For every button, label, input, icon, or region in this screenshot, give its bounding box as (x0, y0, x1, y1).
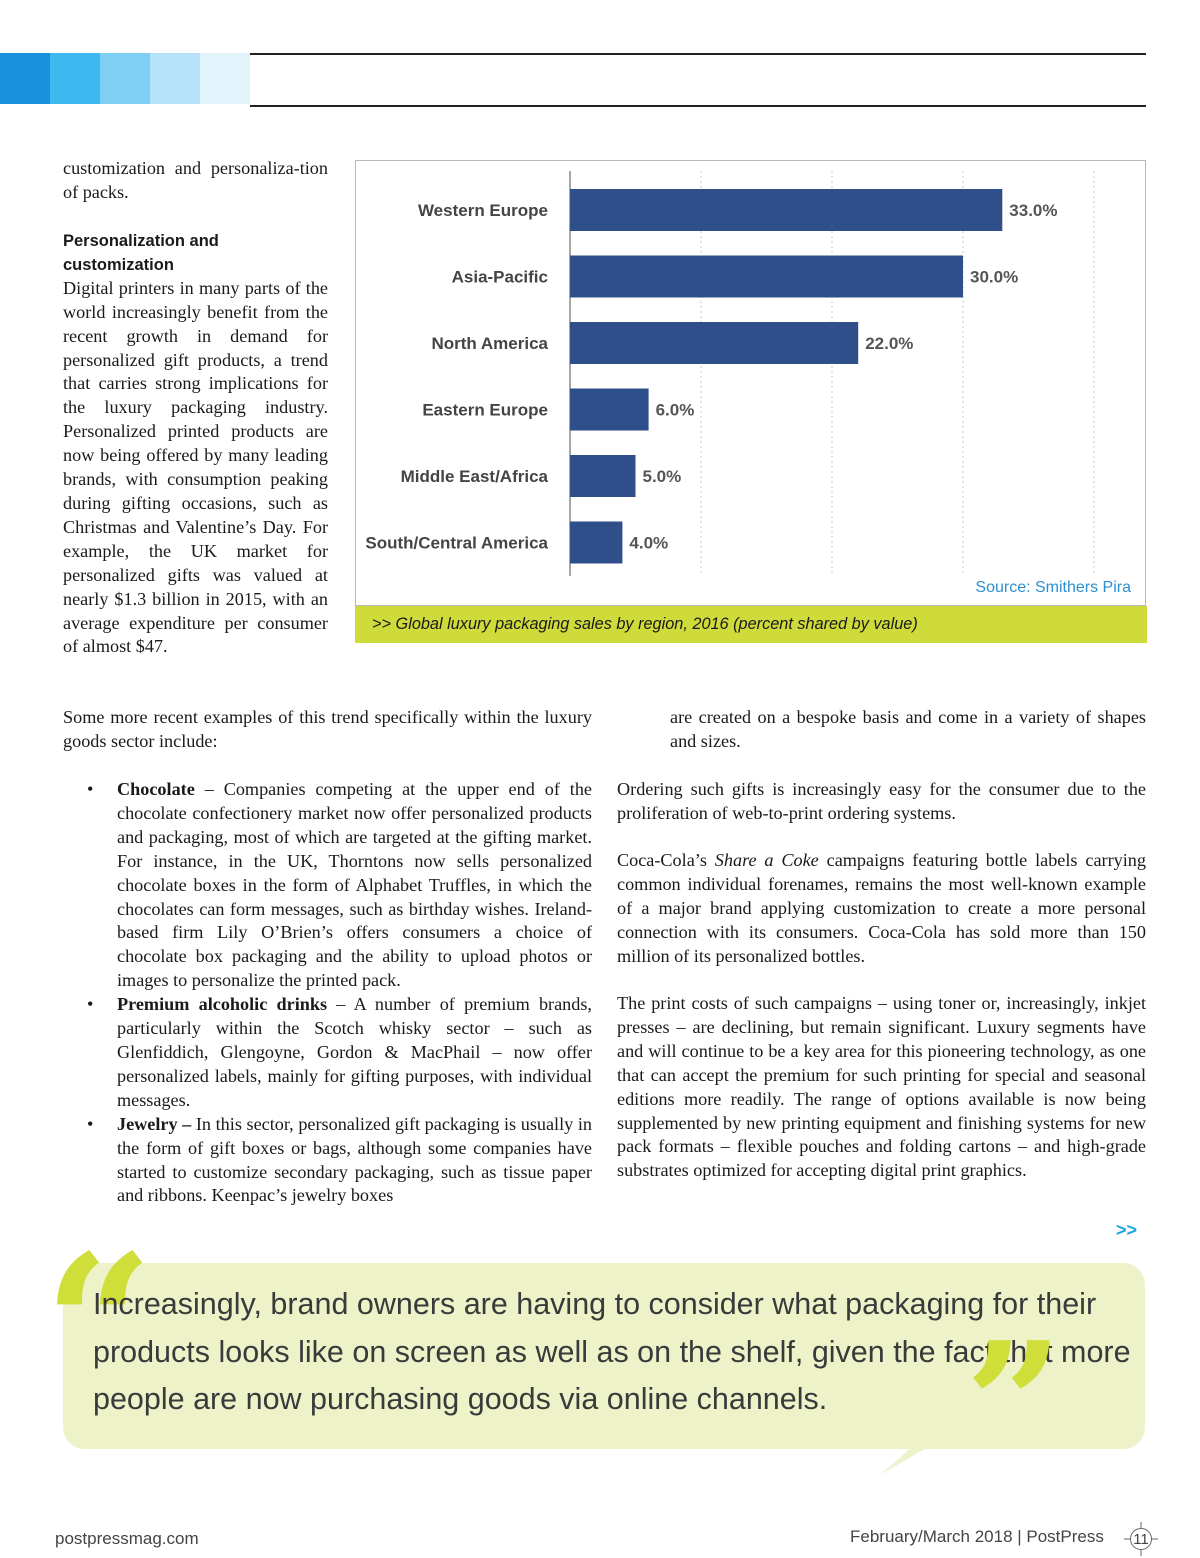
value-label-5: 4.0% (629, 533, 669, 553)
right-paragraph-1: Ordering such gifts is increasingly easy for the consumer due to the proliferation of web-to-print ordering systems. (617, 779, 1146, 823)
value-label-1: 30.0% (970, 267, 1019, 287)
list-item (63, 778, 592, 993)
bullet-icon: • (87, 994, 94, 1015)
pull-quote-tail (880, 1440, 940, 1480)
chart-source: Source: Smithers Pira (975, 579, 1131, 596)
list-item-text: – Companies competing at the upper end of the chocolate confectionery market now offer personalized products and packaging, most of which are targeted at the gifting market. For instance, in the UK, Thorntons now sells personalized chocolate boxes in the form of Alphabet Truffles, in which the chocolates can form messages, such as birthday wishes. Ireland-based firm Lily O’Brien’s offers consumers a choice of chocolate box packaging and the ability to upload photos or images to personalize the printed pack. (117, 779, 592, 991)
right-paragraph-2 (617, 849, 1146, 969)
header-band-block-4 (150, 53, 200, 104)
header-band-block-2 (50, 53, 100, 104)
value-label-2: 22.0% (865, 334, 914, 353)
bar-2 (570, 322, 858, 364)
category-label-4: Middle East/Africa (400, 467, 548, 486)
page-number-badge (1124, 1522, 1158, 1556)
section-subhead: Personalization and customization (63, 231, 219, 274)
category-label-5: South/Central America (365, 533, 548, 553)
value-label-3: 6.0% (655, 400, 695, 420)
list-item-title: Premium alcoholic drinks (117, 994, 328, 1015)
p2-pre: Coca-Cola’s (617, 850, 715, 870)
list-item-text: In this sector, personalized gift packaging is usually in the form of gift boxes or bags, although some companies have started to customize secondary packaging, such as tissue paper and ribbons. Keenpac’s jewelry boxes (117, 1113, 593, 1206)
bar-4 (570, 455, 636, 497)
list-item (63, 1113, 592, 1209)
header-rule (250, 53, 1146, 107)
bar-3 (570, 389, 649, 431)
list-item-title: Chocolate (117, 779, 195, 799)
examples-intro: Some more recent examples of this trend specifically within the luxury goods sector include: (63, 707, 592, 751)
right-continued-paragraph: are created on a bespoke basis and come in a variety of shapes and sizes. (670, 707, 1146, 751)
header-band-block-5 (200, 53, 250, 104)
list-item-text: – A number of premium brands, particularly within the Scotch whisky sector – such as Glenfiddich, Glengoyne, Gordon & MacPhail – now offer personalized labels, mainly for gifting purposes, with individual messages. (117, 994, 592, 1110)
bar-1 (570, 256, 963, 298)
left-column (63, 157, 328, 659)
category-label-3: Eastern Europe (422, 400, 548, 420)
header-band-block-1 (0, 53, 50, 104)
value-label-0: 33.0% (1009, 201, 1058, 220)
footer-website[interactable]: postpressmag.com (55, 1529, 199, 1548)
header-band-block-3 (100, 53, 150, 104)
pull-quote-text: Increasingly, brand owners are having to consider what packaging for their products looks like on screen as well as on the shelf, given the fact that more people are now purchasing goods via online channels. (93, 1287, 1131, 1416)
share-a-coke-title: Share a Coke (714, 850, 819, 870)
right-paragraph-3: The print costs of such campaigns – using toner or, increasingly, inkjet presses – are declining, but remain significant. Luxury segments have and will continue to be a key area for this pioneering technology, as one that can accept the premium for such printing for special and seasonal editions more readily. The range of options available is now being supplemented by new printing equipment and finishing systems for new pack formats – flexible pouches and folding cartons – and high-grade substrates optimized for accepting digital print graphics. (617, 993, 1146, 1181)
close-quote-mark-icon: ” (965, 1305, 1063, 1505)
bullet-icon: • (87, 779, 94, 799)
bar-5 (570, 522, 622, 564)
p2-post: campaigns featuring bottle labels carrying common individual forenames, remains the most well-known example of a major brand applying customization to create a more personal connection with its consumers. Coca-Cola has sold more than 150 million of its personalized bottles. (617, 850, 1146, 966)
bullet-icon: • (87, 1113, 94, 1134)
list-item (63, 993, 592, 1113)
chart-svg (356, 161, 1145, 605)
bar-chart (355, 160, 1146, 606)
category-label-2: North America (431, 334, 548, 353)
category-label-0: Western Europe (417, 201, 548, 220)
chart-caption: >> Global luxury packaging sales by region, 2016 (percent shared by value) (355, 606, 1147, 643)
open-quote-mark-icon: “ (44, 1213, 154, 1436)
footer-issue: February/March 2018 | PostPress (850, 1527, 1104, 1546)
value-label-4: 5.0% (642, 467, 682, 486)
continued-arrow-icon[interactable]: >> (1116, 1220, 1138, 1240)
bar-0 (570, 189, 1002, 231)
examples-list (63, 778, 592, 1208)
page-number: 11 (1130, 1528, 1152, 1550)
left-body-paragraph: Digital printers in many parts of the world increasingly benefit from the recent growth in demand for personalized gift products, a trend that carries strong implications for the luxury packaging industry. Personalized printed products are now being offered by many leading brands, with consumption peaking during gifting occasions, such as Christmas and Valentine’s Day. For example, the UK market for personalized gifts was valued at nearly $1.3 billion in 2015, with an average expenditure per consumer of almost $47. (63, 277, 328, 657)
left-intro-paragraph: customization and personaliza-tion of packs. (63, 158, 328, 202)
category-label-1: Asia-Pacific (451, 267, 548, 287)
list-item-title: Jewelry – (117, 1113, 192, 1134)
